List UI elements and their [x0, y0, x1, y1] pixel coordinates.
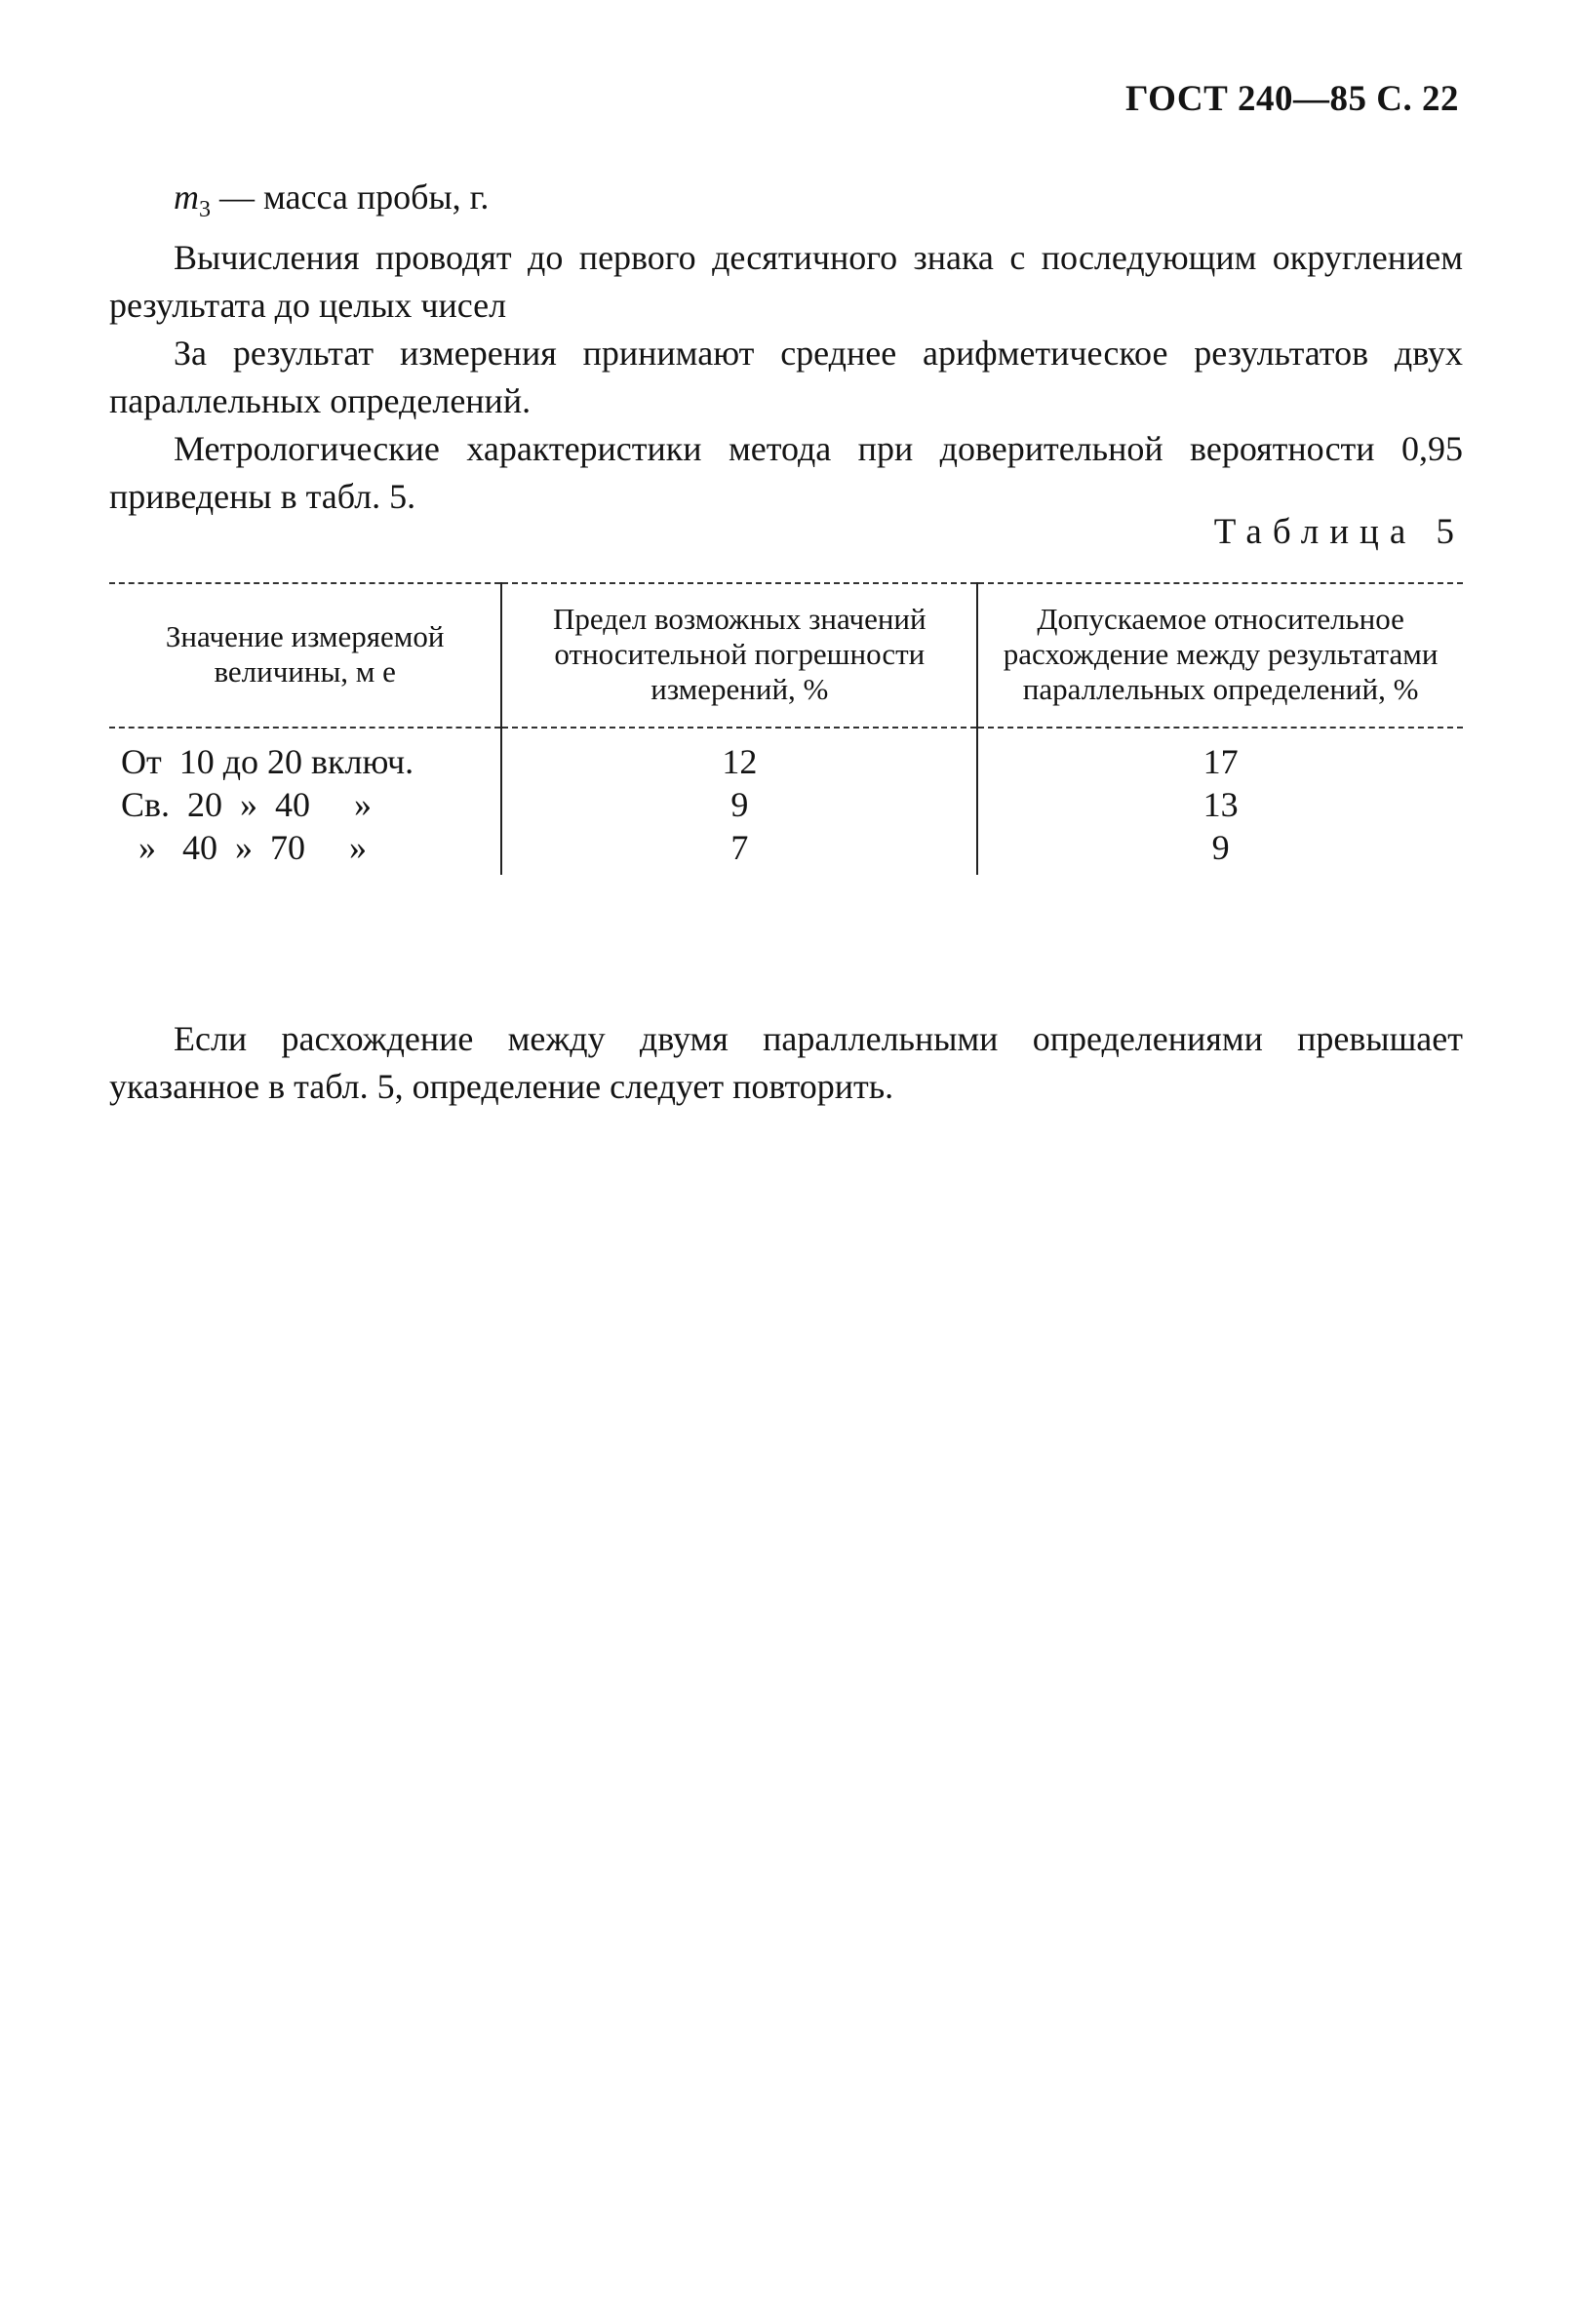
intro-text: [109, 174, 1463, 521]
table-row: [109, 728, 1463, 783]
variable-definition: $m_3$ — масса пробы, г.: [174, 177, 490, 223]
discrepancy-cell: 9: [977, 826, 1463, 875]
paragraph-calculation: Вычисления проводят до первого десятичного знака с последующим округлением результата до целых чисел: [109, 238, 1463, 326]
discrepancy-cell: 13: [977, 783, 1463, 826]
error-limit-cell: 9: [501, 783, 977, 826]
table-row: [109, 826, 1463, 875]
error-limit-cell: 7: [501, 826, 977, 875]
range-cell: » 40 » 70 »: [121, 828, 367, 867]
paragraph-result: За результат измерения принимают среднее арифметическое результатов двух параллельных определений.: [109, 334, 1463, 421]
column-header-discrepancy: Допускаемое относительное расхождение между результатами параллельных определений, %: [977, 583, 1463, 728]
metrology-table: [109, 582, 1463, 875]
table-row: [109, 783, 1463, 826]
table-header-row: [109, 583, 1463, 728]
page-header: ГОСТ 240—85 С. 22: [1125, 79, 1459, 119]
paragraph-repeat: Если расхождение между двумя параллельными определениями превышает указанное в табл. 5, определение следует повторить.: [109, 1019, 1463, 1106]
error-limit-cell: 12: [501, 728, 977, 783]
range-cell: От 10 до 20 включ.: [121, 742, 414, 781]
range-cell: Св. 20 » 40 »: [121, 785, 373, 824]
column-header-measured-value: Значение измеряемой величины, м е: [109, 583, 501, 728]
variable-symbol: $m_3$: [174, 177, 211, 223]
paragraph-metrology: Метрологические характеристики метода при доверительной вероятности 0,95 приведены в табл. 5.: [109, 429, 1463, 517]
discrepancy-cell: 17: [977, 728, 1463, 783]
column-header-error-limit: Предел возможных значений относительной погрешности измерений, %: [501, 583, 977, 728]
table-caption: Таблица 5: [1213, 512, 1465, 552]
closing-text: [109, 1015, 1463, 1111]
